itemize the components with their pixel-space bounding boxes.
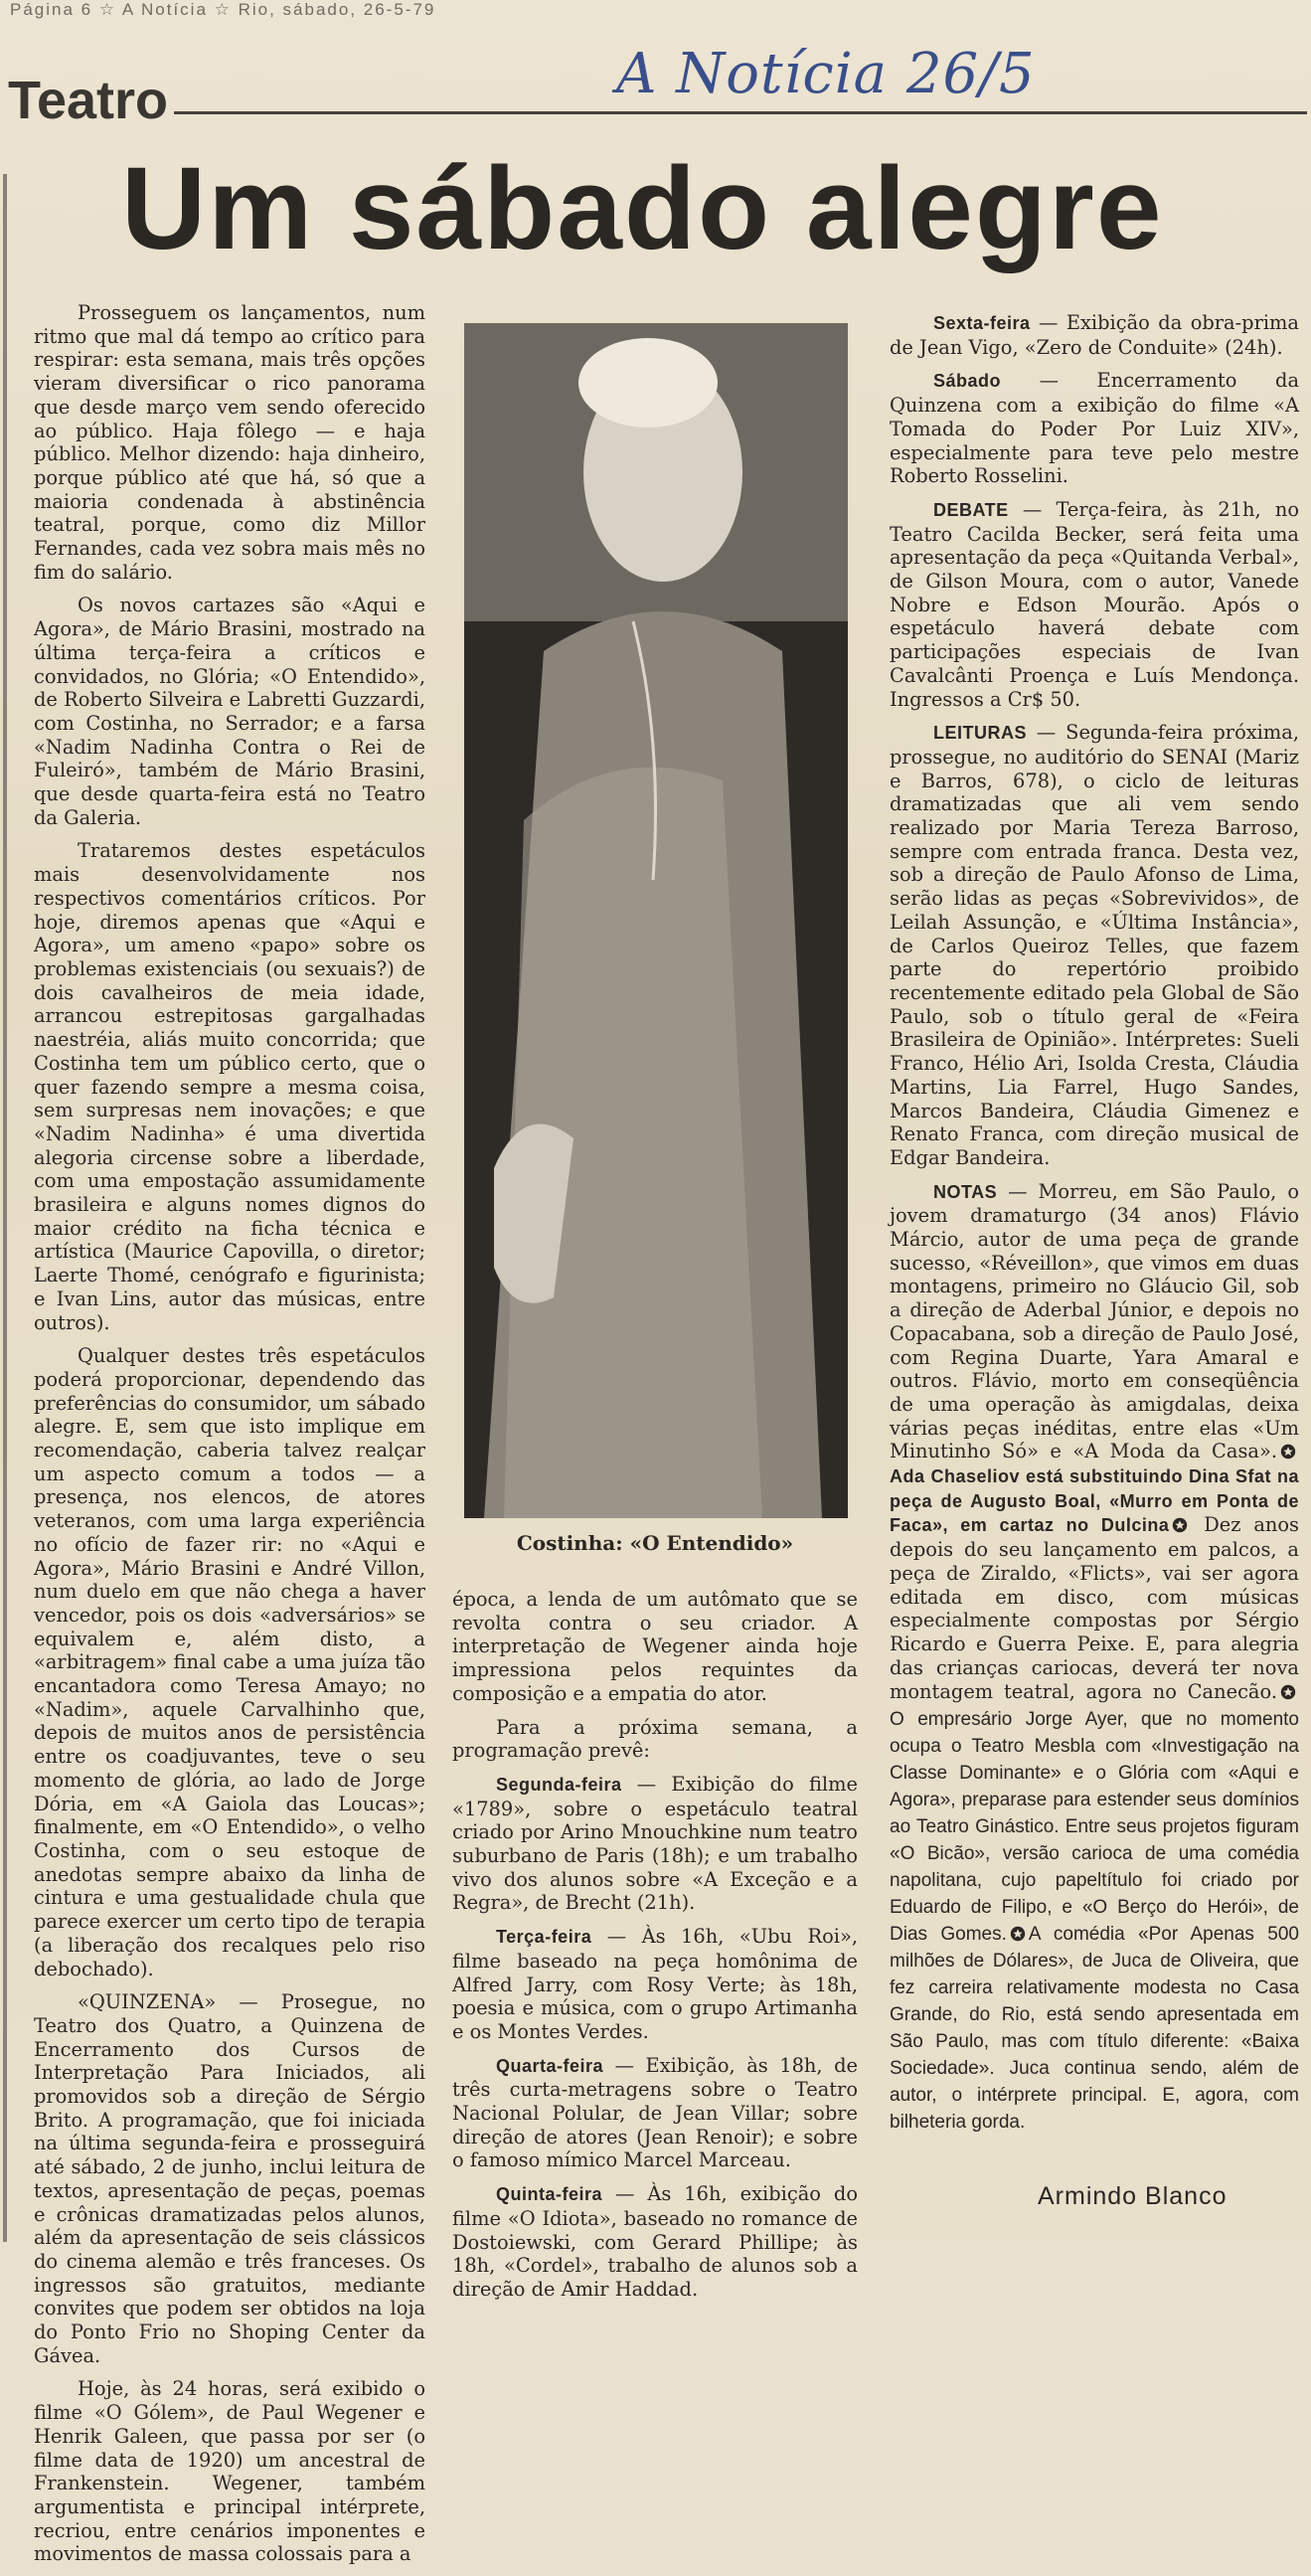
- schedule-item: Quarta-feira — Exibição, às 18h, de três curta-metragens sobre o Teatro Nacional Polular, de Jean Villar; sobre direção de atores (Jean Renoir); e sobre o famoso mímico Marcel Marceau.: [452, 2053, 858, 2172]
- author-byline: Armindo Blanco: [1038, 2182, 1228, 2210]
- schedule-item: Sexta-feira — Exibição da obra-prima de Jean Vigo, «Zero de Conduite» (24h).: [890, 311, 1299, 359]
- section-rule: [174, 111, 1307, 114]
- day-label: Quinta-feira: [496, 2184, 603, 2205]
- headline: Um sábado alegre: [121, 143, 1164, 274]
- item-lead: Sexta-feira: [933, 313, 1031, 333]
- star-icon: [1172, 1517, 1188, 1533]
- paragraph: Prosseguem os lançamentos, num ritmo que mal dá tempo ao crítico para respirar: esta semana, mais três opções vieram diversificar o rico panorama que desde março vem sendo oferecido ao público. Haja fôlego — e haja público. Melhor dizendo: haja dinheiro, porque público até que há, só que a maioria condenada à abstinência teatral, porque, como diz Millor Fernandes, cada vez sobra mais mês no fim do salário.: [34, 301, 425, 584]
- left-margin-rule: [3, 174, 7, 2242]
- photo-costinha: [464, 323, 848, 1518]
- schedule-item: Sábado — Encerramento da Quinzena com a exibição do filme «A Tomada do Poder Por Luiz XIV», especialmente para teve pelo mestre Roberto Rosselini.: [890, 369, 1299, 488]
- section-title: Teatro: [8, 71, 169, 130]
- star-icon: [1280, 1444, 1296, 1460]
- paragraph: Os novos cartazes são «Aqui e Agora», de Mário Brasini, mostrado na última terça-feira a críticos e convidados, no Glória; «O Entendido», de Roberto Silveira e Labretti Guzzardi, com Costinha, no Serrador; e a farsa «Nadim Nadinha Contra o Rei de Fuleiró», também de Mário Brasini, que desde quarta-feira está no Teatro da Galeria.: [34, 594, 425, 829]
- paragraph: «QUINZENA» — Prosegue, no Teatro dos Quatro, a Quinzena de Encerramento dos Cursos de Interpretação Para Iniciados, ali promovidos sob a direção de Sérgio Brito. A programação, que foi iniciada na última segunda-feira e prosseguirá até sábado, 2 de junho, inclui leitura de textos, apresentação de peças, poemas e crônicas dramatizadas pelos alunos, além da apresentação de seis clássicos do cinema alemão e três franceses. Os ingressos são gratuitos, mediante convites que podem ser obtidos na loja do Ponto Frio no Shoping Center da Gávea.: [34, 1990, 425, 2367]
- item-lead: NOTAS: [933, 1181, 998, 1202]
- photo-caption: Costinha: «O Entendido»: [516, 1531, 794, 1555]
- item-lead: LEITURAS: [933, 723, 1027, 744]
- paragraph: época, a lenda de um autômato que se revolta contra o seu criador. A interpretação de Wegener ainda hoje impressiona pelos requintes da composição e a empatia do ator.: [452, 1588, 858, 1705]
- star-icon: [1280, 1684, 1296, 1700]
- column-2: [452, 1588, 858, 2312]
- paragraph: Para a próxima semana, a programação prevê:: [452, 1715, 858, 1763]
- schedule-item: Terça-feira — Às 16h, «Ubu Roi», filme baseado na peça homônima de Alfred Jarry, com Rosy Verte; às 18h, poesia e música, com o grupo Artimanha e os Montes Verdes.: [452, 1925, 858, 2043]
- column-1: [34, 301, 425, 2576]
- news-item: DEBATE — Terça-feira, às 21h, no Teatro Cacilda Becker, será feita uma apresentação da peça «Quitanda Verbal», de Gilson Moura, com o autor, Vanede Nobre e Edson Mourão. Após o espetáculo haverá debate com participações especiais de Ivan Cavalcânti Proença e Luís Mendonça. Ingressos a Cr$ 50.: [890, 497, 1299, 711]
- paragraph: Trataremos destes espetáculos mais desenvolvidamente nos respectivos comentários críticos. Por hoje, diremos apenas que «Aqui e Agora», um ameno «papo» sobre os problemas existenciais (ou sexuais?) de dois cavalheiros de meia idade, arrancou estrepitosas gargalhadas naestréia, aliás muito concorrida; que Costinha tem um público certo, que o quer fazendo sempre a mesma coisa, sem surpresas nem inovações; e que «Nadim Nadinha» é uma divertida alegoria circense sobre a liberdade, com uma empostação assumidamente brasileira e alguns nomes dignos do maior crédito na ficha técnica e artística (Maurice Capovilla, o diretor; Laerte Thomé, cenógrafo e figurinista; e Ivan Lins, autor das músicas, entre outros).: [34, 839, 425, 1334]
- day-label: Segunda-feira: [496, 1774, 622, 1795]
- news-item: LEITURAS — Segunda-feira próxima, prossegue, no auditório do SENAI (Mariz e Barros, 678), o ciclo de leituras dramatizadas que ali vem sendo realizado por Maria Tereza Barroso, sempre com entrada franca. Desta vez, sob a direção de Paulo Afonso de Lima, serão lidas as peças «Sobrevividos», de Leilah Assunção, e «Última Instância», de Carlos Queiroz Telles, que fazem parte do repertório proibido recentemente editado pela Global de São Paulo, sob o título geral de «Feira Brasileira de Opinião». Intérpretes: Sueli Franco, Hélio Ari, Isolda Cresta, Cláudia Martins, Lia Farrel, Hugo Sandes, Marcos Bandeira, Cláudia Gimenez e Renato Franca, com direção musical de Edgar Bandeira.: [890, 721, 1299, 1169]
- notas: NOTAS — Morreu, em São Paulo, o jovem dramaturgo (34 anos) Flávio Márcio, autor de uma peça de grande sucesso, «Réveillon», que vimos em duas montagens, primeiro no Gláucio Gil, sob a direção de Aderbal Júnior, e depois no Copacabana, sob a direção de Paulo José, com Regina Duarte, Yara Amaral e outros. Flávio, morto em conseqüência de uma operação às amigdalas, deixa várias peças inéditas, entre elas «Um Minutinho Só» e «A Moda da Casa». Ada Chaseliov está substituindo Dina Sfat na peça de Augusto Boal, «Murro em Ponta de Faca», em cartaz no Dulcina Dez anos depois do seu lançamento em palcos, a peça de Ziraldo, «Flicts», vai ser agora editada em disco, com músicas especialmente compostas por Sérgio Ricardo e Guerra Peixe. E, para alegria das crianças cariocas, deverá ter nova montagem teatral, agora no Canecão. O empresário Jorge Ayer, que no momento ocupa o Teatro Mesbla com «Investigação na Classe Dominante» e o Glória com «Aqui e Agora», preparase para estender seus domínios ao Teatro Ginástico. Entre seus projetos figuram «O Bicão», versão carioca de uma comédia napolitana, cujo papeltítulo foi criado por Eduardo de Filipo, e «O Berço do Herói», de Dias Gomes. A comédia «Por Apenas 500 milhões de Dólares», de Juca de Oliveira, que fez carreira relativamente modesta no Casa Grande, do Rio, está sendo apresentada em São Paulo, mas com título diferente: «Baixa Sociedade». Juca continua sendo, além de autor, o intérprete principal. E, agora, com bilheteria gorda.: [890, 1179, 1299, 2134]
- schedule-item: Quinta-feira — Às 16h, exibição do filme «O Idiota», baseado no romance de Dostoiewski, com Gerard Phillipe; às 18h, «Cordel», trabalho de alunos sob a direção de Amir Haddad.: [452, 2182, 858, 2301]
- day-label: Quarta-feira: [496, 2055, 604, 2076]
- star-icon: [1010, 1926, 1026, 1942]
- day-label: Terça-feira: [496, 1927, 592, 1948]
- item-lead: DEBATE: [933, 499, 1009, 520]
- page-header-line: Página 6 ☆ A Notícia ☆ Rio, sábado, 26-5-79: [10, 0, 436, 19]
- column-3: [890, 311, 1299, 2146]
- handwritten-annotation: A Notícia 26/5: [616, 42, 1036, 106]
- paragraph: Qualquer destes três espetáculos poderá proporcionar, dependendo das preferências do consumidor, um sábado alegre. E, sem que isto implique em recomendação, caberia talvez realçar um aspecto comum a todos — a presença, nos elencos, de atores veteranos, com uma larga experiência no ofício de fazer rir: no «Aqui e Agora», Mário Brasini e André Villon, num duelo em que não chega a haver vencedor, pois os dois «adversários» se equivalem e, além disto, a «arbitragem» final cabe a uma juíza tão encantadora como Teresa Amayo; no «Nadim», aquele Carvalhinho que, depois de muitos anos de persistência entre os coadjuvantes, teve o seu momento de glória, ao lado de Jorge Dória, em «A Gaiola das Loucas»; finalmente, em «O Entendido», o velho Costinha, com o seu estoque de anedotas sempre abaixo da linha de cintura e uma gestualidade chula que parece exercer um certo tipo de terapia (a liberação dos recalques pelo riso debochado).: [34, 1344, 425, 1980]
- item-lead: Sábado: [933, 371, 1002, 392]
- schedule-item: Segunda-feira — Exibição do filme «1789», sobre o espetáculo teatral criado por Arino Mnouchkine num teatro suburbano de Paris (18h); e um trabalho vivo dos alunos sobre «A Exceção e a Regra», de Brecht (21h).: [452, 1772, 858, 1915]
- paragraph: Hoje, às 24 horas, será exibido o filme «O Gólem», de Paul Wegener e Henrik Galeen, que passa por ser (o filme data de 1920) um ancestral de Frankenstein. Wegener, também argumentista e principal intérprete, recriou, entre cenários imponentes e movimentos de massa colossais para a: [34, 2377, 425, 2566]
